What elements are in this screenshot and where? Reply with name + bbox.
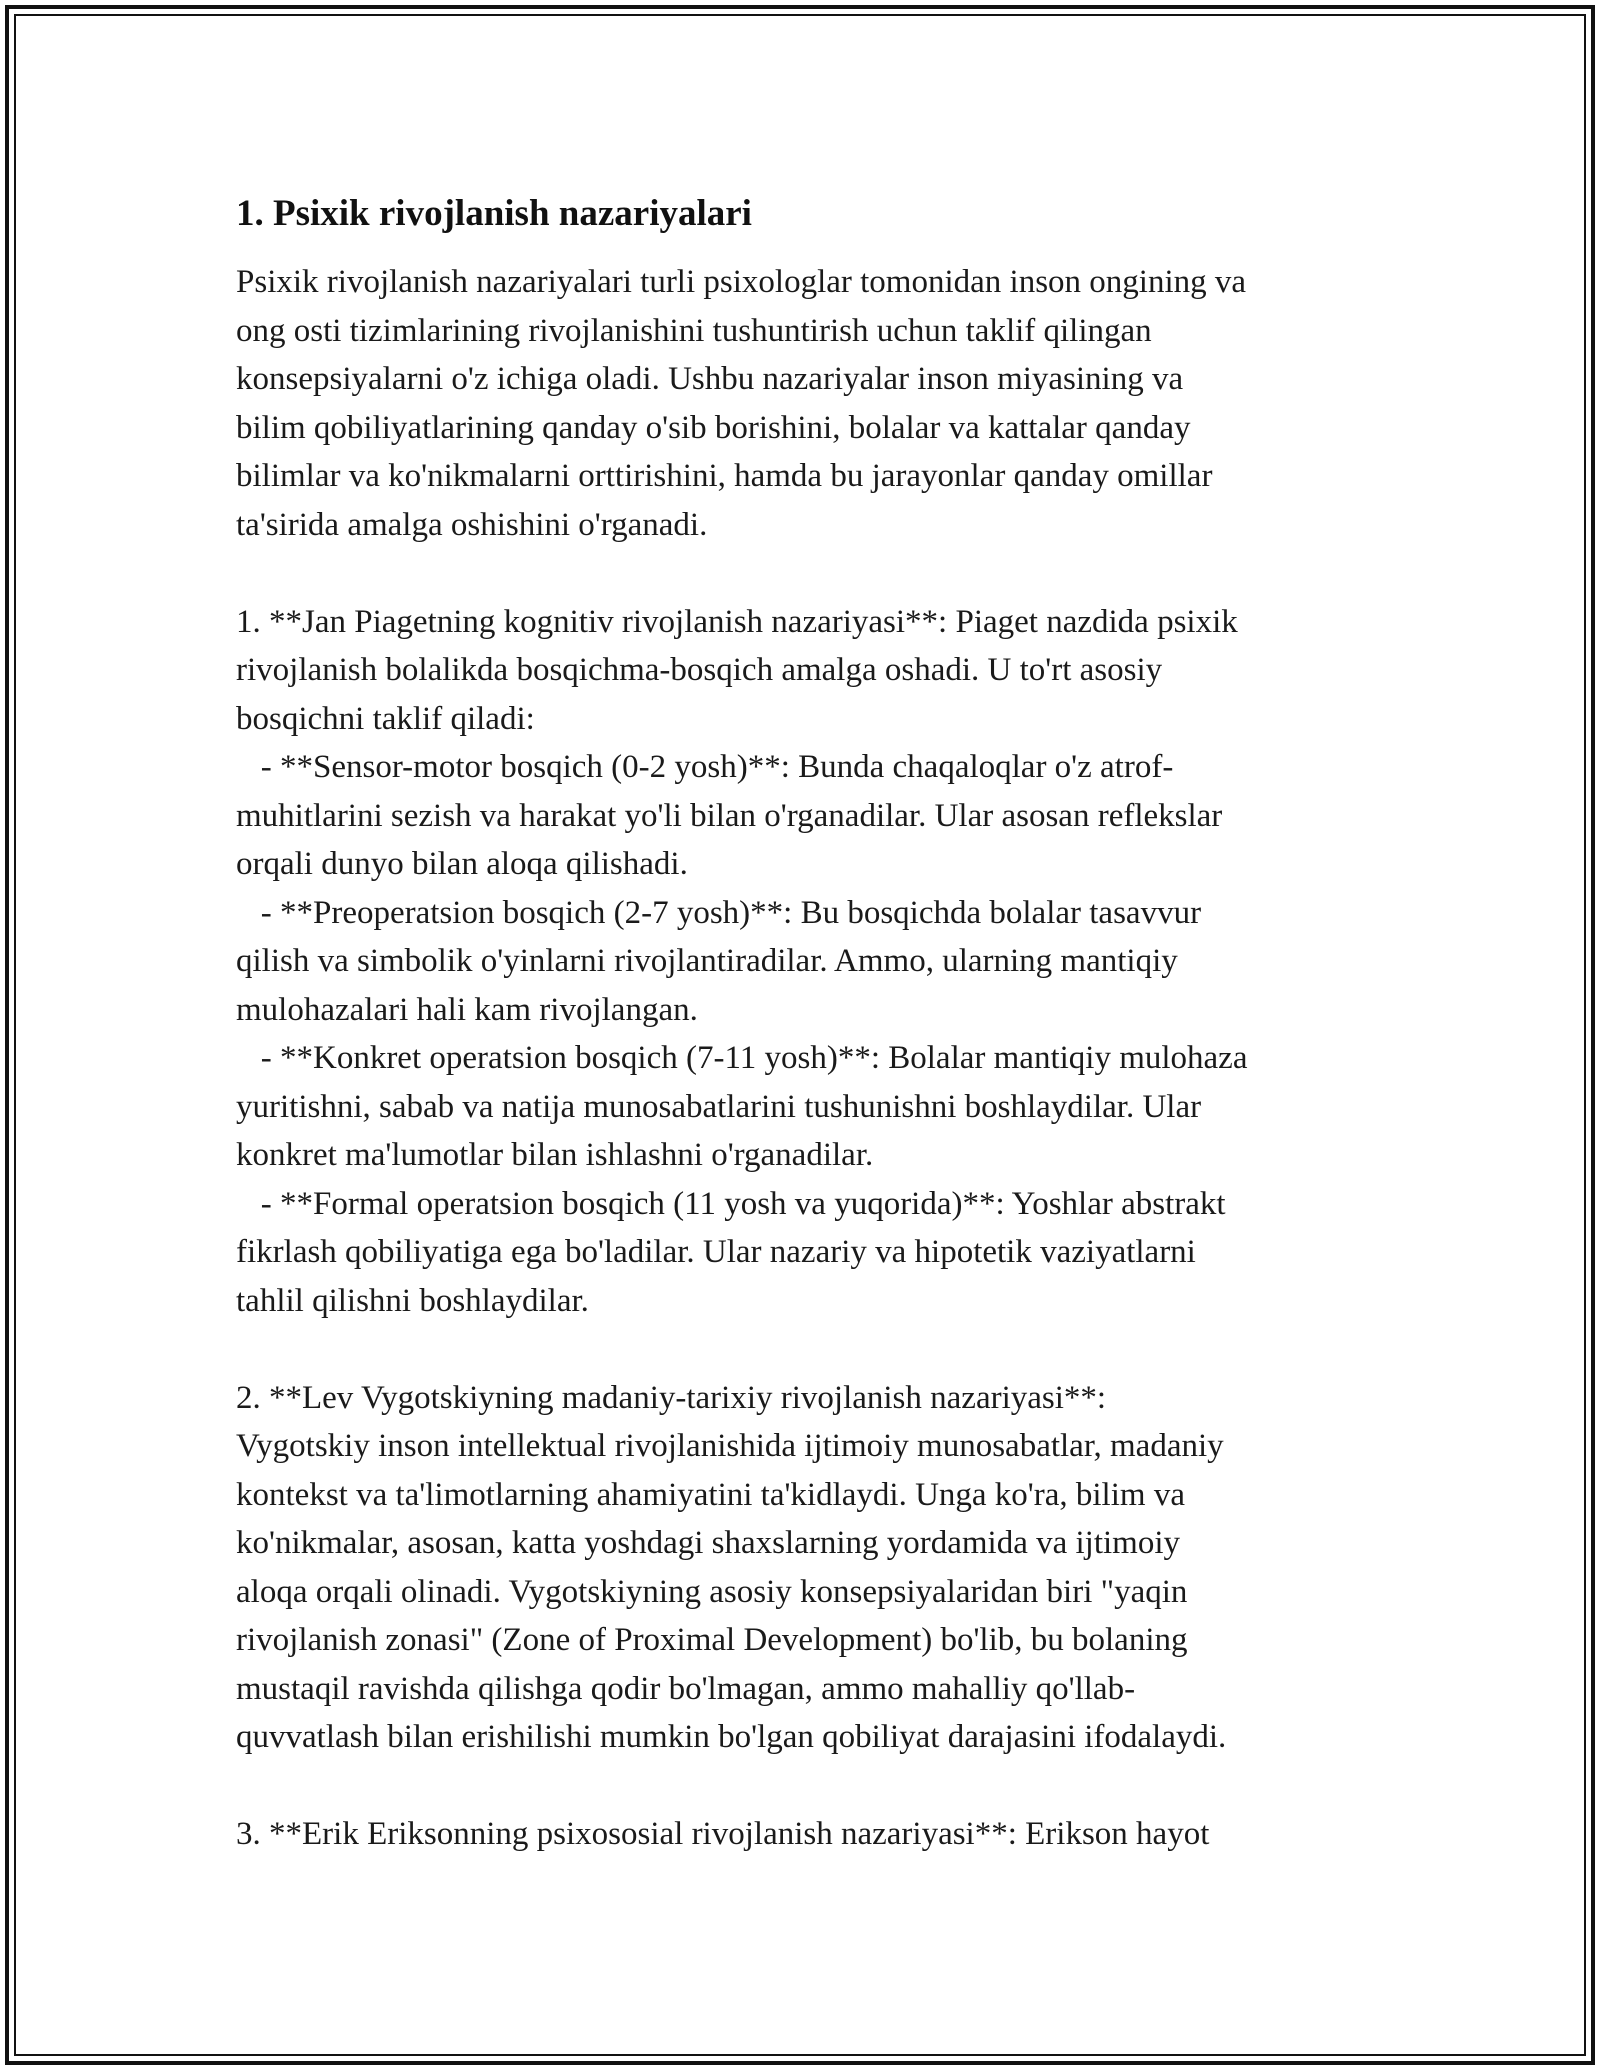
document-body: Psixik rivojlanish nazariyalari turli psixologlar tomonidan inson ongining va ong osti tizimlarining rivojlanishini tushuntirish uchun taklif qilingan konsepsiyalarni o'z ichiga oladi. Ushbu nazariyalar inson miyasining va bilim qobiliyatlarining qanday o'sib borishini, bolalar va kattalar qanday bilimlar va ko'nikmalarni orttirishini, hamda bu jarayonlar qanday omillar ta'sirida amalga oshishini o'rganadi. 1. **Jan Piagetning kognitiv rivojlanish nazariyasi**: Piaget nazdida psixik rivojlanish bolalikda bosqichma-bosqich amalga oshadi. U to'rt asosiy bosqichni taklif qiladi: - **Sensor-motor bosqich (0-2 yosh)**: Bunda chaqaloqlar o'z atrof- muhitlarini sezish va harakat yo'li bilan o'rganadilar. Ular asosan reflekslar orqali dunyo bilan aloqa qilishadi. - **Preoperatsion bosqich (2-7 yosh)**: Bu bosqichda bolalar tasavvur qilish va simbolik o'yinlarni rivojlantiradilar. Ammo, ularning mantiqiy mulohazalari hali kam rivojlangan. - **Konkret operatsion bosqich (7-11 yosh)**: Bolalar mantiqiy mulohaza yuritishni, sabab va natija munosabatlarini tushunishni boshlaydilar. Ular konkret ma'lumotlar bilan ishlashni o'rganadilar. - **Formal operatsion bosqich (11 yosh va yuqorida)**: Yoshlar abstrakt fikrlash qobiliyatiga ega bo'ladilar. Ular nazariy va hipotetik vaziyatlarni tahlil qilishni boshlaydilar. 2. **Lev Vygotskiyning madaniy-tarixiy rivojlanish nazariyasi**: Vygotskiy inson intellektual rivojlanishida ijtimoiy munosabatlar, madaniy kontekst va ta'limotlarning ahamiyatini ta'kidlaydi. Unga ko'ra, bilim va ko'nikmalar, asosan, katta yoshdagi shaxslarning yordamida va ijtimoiy aloqa orqali olinadi. Vygotskiyning asosiy konsepsiyalaridan biri "yaqin rivojlanish zonasi" (Zone of Proximal Development) bo'lib, bu bolaning mustaqil ravishda qilishga qodir bo'lmagan, ammo mahalliy qo'llab- quvvatlash bilan erishilishi mumkin bo'lgan qobiliyat darajasini ifodalaydi. 3. **Erik Eriksonning psixososial rivojlanish nazariyasi**: Erikson hayot <box>236 264 1248 1852</box>
document-content <box>236 186 1376 1859</box>
document-heading: 1. Psixik rivojlanish nazariyalari <box>236 193 752 234</box>
